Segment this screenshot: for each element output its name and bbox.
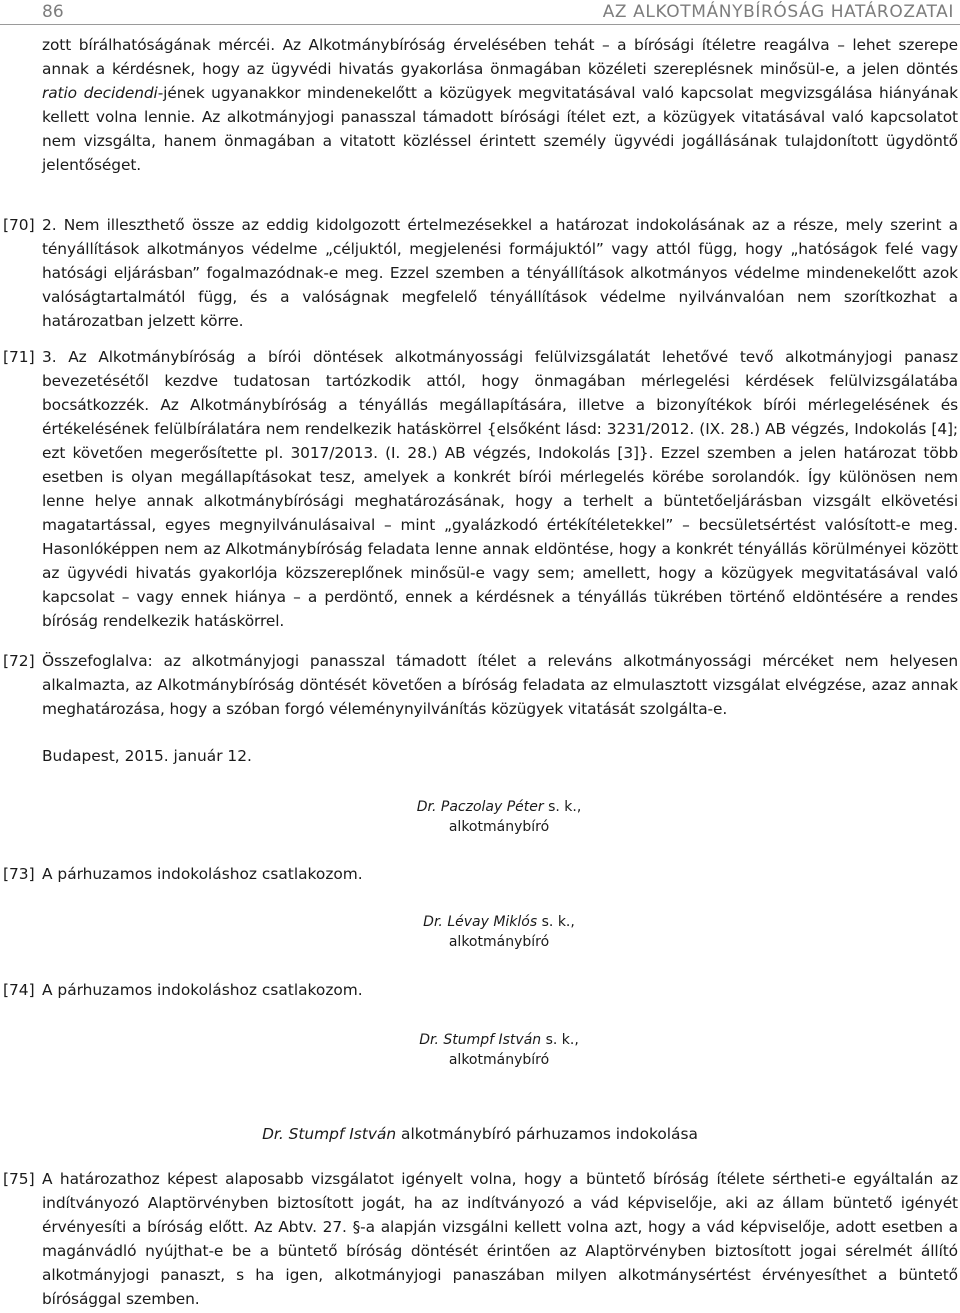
signature-name: Dr. Stumpf István xyxy=(419,1032,542,1048)
paragraph-number-75: [75] xyxy=(3,1170,35,1188)
paragraph-70: 2. Nem illeszthető össze az eddig kidolgozott értelmezésekkel a határozat indokolásának az a része, mely szerint a tényállítások alkotmányos védelme „céljuktól, megjelenési formájuktól” vagy attól függ, hogy „hatóságok felé vagy hatósági eljárásban” fogalmazódnak-e meg. Ezzel szemben a tényállítások alkotmányos védelme mindenekelőtt azok valóságtartalmától függ, és a valóságnak megfelelő tényállítások védelme nyilvánvalóan nem szorítkozhat a határozatban jelzett körre. xyxy=(42,216,958,330)
paragraph-number-71: [71] xyxy=(3,348,35,366)
signature-suffix: s. k., xyxy=(543,799,582,815)
paragraph-72: Összefoglalva: az alkotmányjogi panasszal támadott ítélet a releváns alkotmányossági mércéket nem helyesen alkalmazta, az Alkotmánybíróság döntését követően a bíróság feladata az elmulasztott vizsgálat elvégzése, azaz annak meghatározása, hogy a szóban forgó véleménynyilvánítás közügyek vitatását szolgálta-e. xyxy=(42,652,958,718)
intro-text-italic: ratio decidendi xyxy=(42,84,158,102)
paragraph-number-70: [70] xyxy=(3,216,35,234)
signature-title: alkotmánybíró xyxy=(448,819,550,835)
signature-name: Dr. Lévay Miklós xyxy=(423,914,538,930)
heading-rest: alkotmánybíró párhuzamos indokolása xyxy=(396,1125,698,1143)
paragraph-intro xyxy=(42,33,958,177)
signature-suffix: s. k., xyxy=(537,914,575,930)
page-header xyxy=(0,0,960,25)
paragraph-75: A határozathoz képest alaposabb vizsgálatot igényelt volna, hogy a büntető bíróság ítélete sértheti-e egyáltalán az indítványozó Alaptörvényben biztosított jogát, ha az indítványozó a vád képviselője, aki az állam büntető igényét érvényesíti a bíróság előtt. Az Abtv. 27. §-a alapján vizsgálni kellett volna azt, hogy a vád képviselője, adott esetben a magánvádló nyújthat-e be a büntető bíróság döntését érintően az Alaptörvényben biztosított jogai sérelmét állító alkotmányjogi panaszt, s ha igen, alkotmányjogi panaszában milyen alkotmánysértést érvényesíthet a büntető bírósággal szemben. xyxy=(42,1170,958,1308)
place-date: Budapest, 2015. január 12. xyxy=(42,747,252,765)
page-number: 86 xyxy=(42,2,64,22)
signature-name: Dr. Paczolay Péter xyxy=(416,799,544,815)
intro-text-c: -jének ugyanakkor mindenekelőtt a közügyek megvitatásával való kapcsolat megvizsgálása hiányának kellett volna lennie. Az alkotmányjogi panasszal támadott bírósági ítélet ezt, a közügyek vitatásával való kapcsolatot nem vizsgálta, hanem önmagában a vitatott közléssel érintett személy ügyvédi jogállásának tulajdonított ügydöntő jelentőséget. xyxy=(42,84,958,174)
running-head: AZ ALKOTMÁNYBÍRÓSÁG HATÁROZATAI xyxy=(602,2,954,22)
signature-block xyxy=(339,797,659,837)
intro-text-a: zott bírálhatóságának mércéi. Az Alkotmánybíróság érvelésében tehát – a bírósági ítéletre reagálva – lehet szerepe annak a kérdésnek, hogy az ügyvédi hivatás gyakorlása önmagában közéleti szereplésnek minősül-e, a jelen döntés xyxy=(42,36,958,78)
paragraph-number-72: [72] xyxy=(3,652,35,670)
paragraph-number-74: [74] xyxy=(3,981,35,999)
signature-block xyxy=(339,1030,659,1070)
section-heading xyxy=(0,1122,960,1146)
signature-title: alkotmánybíró xyxy=(448,1052,550,1068)
paragraph-71: 3. Az Alkotmánybíróság a bírói döntések alkotmányossági felülvizsgálatát lehetővé tevő alkotmányjogi panasz bevezetésétől kezdve tudatosan tartózkodik attól, hogy önmagában mérlegelési kérdések felülvizsgálatába bocsátkozzék. Az Alkotmánybíróság a tényállás megállapítására, illetve a bizonyítékok bírói mérlegelésének és értékelésének felülbírálatára nem rendelkezik hatáskörrel {elsőként lásd: 3231/2012. (IX. 28.) AB végzés, Indokolás [4]; ezt követően megerősítette pl. 3017/2013. (I. 28.) AB végzés, Indokolás [3]}. Ezzel szemben a jelen határozat több esetben is olyan megállapításokat tesz, amelyek a konkrét bírói mérlegelés körébe sorolandók. Így különösen nem lenne helye annak alkotmánybírósági meghatározásának, hogy a terhelt a büntetőeljárásban vizsgált elkövetési magatartással, egyes megnyilvánulásaival – mint „gyalázkodó értékítéletekkel” – becsületsértést valósított-e meg. Hasonlóképpen nem az Alkotmánybíróság feladata lenne annak eldöntése, hogy a konkrét tényállás körülményei között az ügyvédi hivatás gyakorlója közszereplőnek minősül-e vagy sem; amellett, hogy a közügyek megvitatásával való kapcsolat – vagy ennek hiánya – a perdöntő, ennek a kérdésnek a tényállás tükrében történő eldöntésére a rendes bíróság rendelkezik hatáskörrel. xyxy=(42,348,958,630)
heading-name: Dr. Stumpf István xyxy=(262,1125,397,1143)
paragraph-73: A párhuzamos indokoláshoz csatlakozom. xyxy=(42,865,363,883)
paragraph-number-73: [73] xyxy=(3,865,35,883)
signature-suffix: s. k., xyxy=(541,1032,579,1048)
signature-title: alkotmánybíró xyxy=(448,934,550,950)
signature-block xyxy=(339,912,659,952)
paragraph-74: A párhuzamos indokoláshoz csatlakozom. xyxy=(42,981,363,999)
